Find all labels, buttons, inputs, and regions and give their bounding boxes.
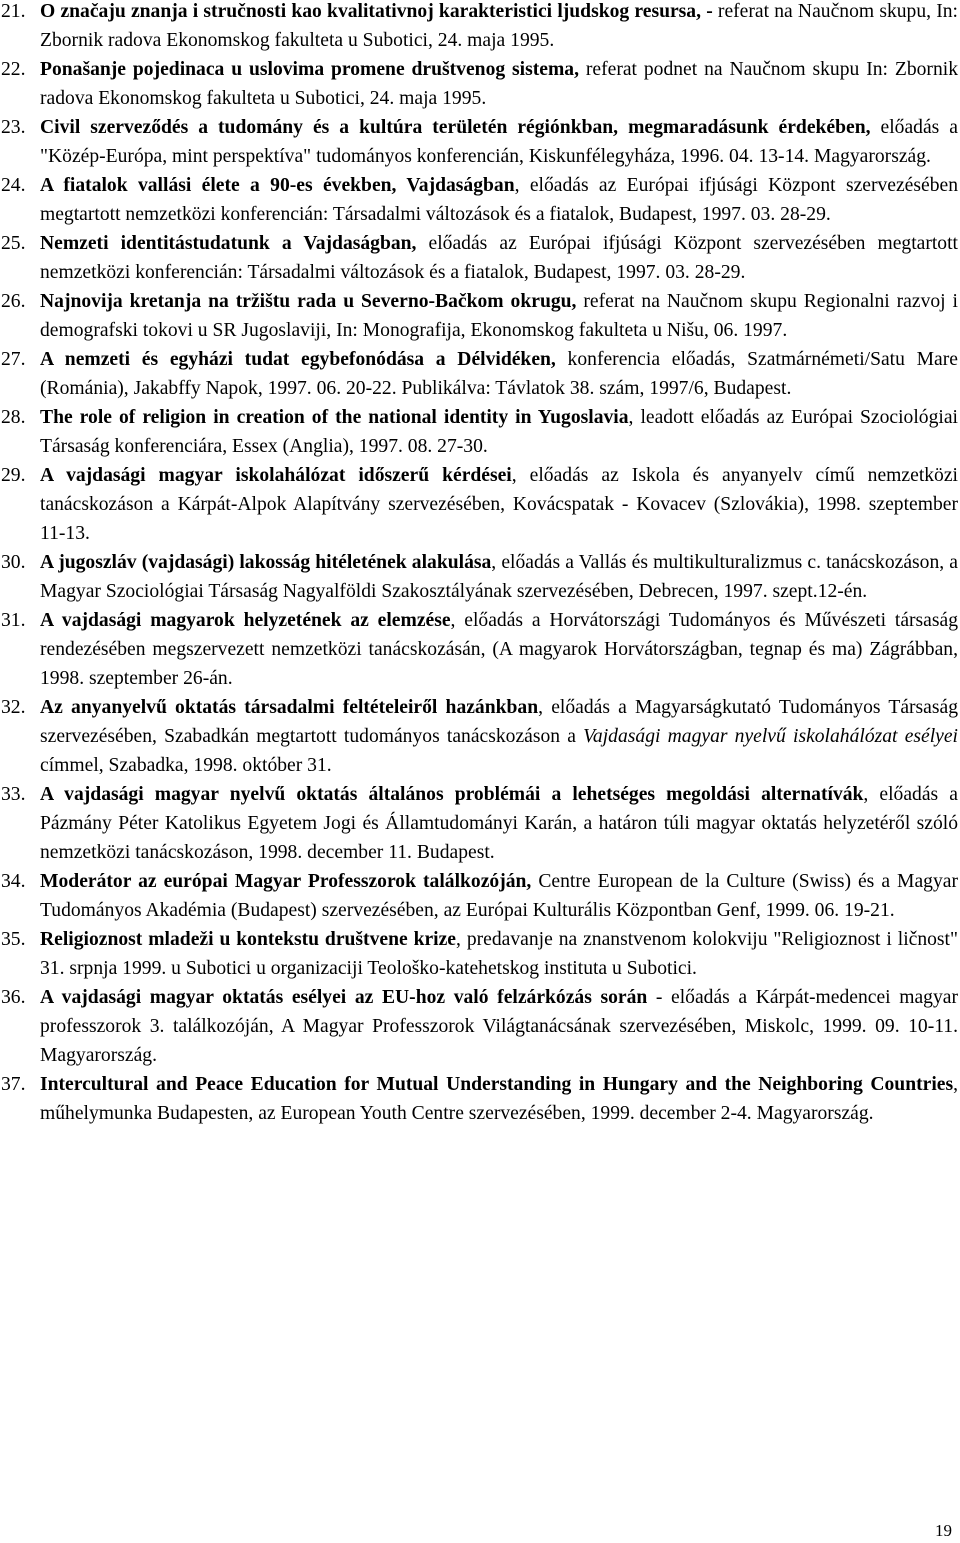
reference-title: Najnovija kretanja na tržištu rada u Severno-Bačkom okrugu, — [40, 291, 577, 312]
reference-text — [40, 175, 958, 225]
reference-text — [40, 233, 958, 283]
reference-details: referat na Naučnom skupu Regionalni razvoj i demografski tokovi u SR Jugoslaviji, In: Monografija, Ekonomskog fakulteta u Nišu, 06. 1997. — [40, 291, 958, 341]
reference-details: referat na Naučnom skupu, In: Zbornik radova Ekonomskog fakulteta u Subotici, 24. maja 1995. — [40, 1, 958, 51]
reference-text — [40, 871, 958, 921]
reference-number: 37. — [1, 1074, 26, 1095]
reference-title: Civil szerveződés a tudomány és a kultúra területén régiónkban, megmaradásunk érdekében, — [40, 117, 871, 138]
reference-title: A vajdasági magyar oktatás esélyei az EU-hoz való felzárkózás során — [40, 987, 648, 1008]
page-number: 19 — [935, 1521, 952, 1540]
reference-details: , műhelymunka Budapesten, az European Youth Centre szervezésében, 1999. december 2-4. Magyarország. — [40, 1074, 958, 1124]
reference-details: , leadott előadás az Európai Szociológiai Társaság konferenciára, Essex (Anglia), 1997. 08. 27-30. — [40, 407, 958, 457]
reference-title: The role of religion in creation of the national identity in Yugoslavia — [40, 407, 629, 428]
reference-item — [0, 548, 958, 606]
reference-text — [40, 784, 958, 863]
reference-number: 21. — [1, 1, 26, 22]
reference-item — [0, 606, 958, 693]
reference-text — [40, 552, 958, 602]
reference-number: 26. — [1, 291, 26, 312]
reference-item — [0, 693, 958, 780]
reference-title: Az anyanyelvű oktatás társadalmi feltételeiről hazánkban — [40, 697, 539, 718]
reference-item — [0, 0, 958, 55]
reference-item — [0, 55, 958, 113]
reference-number: 27. — [1, 349, 26, 370]
reference-text — [40, 929, 958, 979]
reference-details: , előadás az Iskola és anyanyelv című nemzetközi tanácskozáson a Kárpát-Alpok Alapítvány szervezésében, Kovácspatak - Kovacev (Szlovákia), 1998. szeptember 11-13. — [40, 465, 958, 544]
reference-details: konferencia előadás, Szatmárnémeti/Satu Mare (Románia), Jakabffy Napok, 1997. 06. 20-22. Publikálva: Távlatok 38. szám, 1997/6, Budapest. — [40, 349, 958, 399]
reference-title: A nemzeti és egyházi tudat egybefonódása a Délvidéken, — [40, 349, 556, 370]
reference-item — [0, 171, 958, 229]
reference-item — [0, 229, 958, 287]
reference-title: A jugoszláv (vajdasági) lakosság hitéletének alakulása — [40, 552, 492, 573]
reference-number: 23. — [1, 117, 26, 138]
reference-title: Intercultural and Peace Education for Mutual Understanding in Hungary and the Neighboring Countries — [40, 1074, 954, 1095]
reference-details: - előadás a Kárpát-medencei magyar professzorok 3. találkozóján, A Magyar Professzorok Világtanácsának szervezésében, Miskolc, 1999. 09. 10-11. Magyarország. — [40, 987, 958, 1066]
reference-item — [0, 461, 958, 548]
reference-text — [40, 349, 958, 399]
reference-number: 30. — [1, 552, 26, 573]
reference-details: , előadás a Horvátországi Tudományos és Művészeti társaság rendezésében megszervezett nemzetközi tanácskozásán, (A magyarok Horvátországban, tegnap és ma) Zágrábban, 1998. szeptember 26-án. — [40, 610, 958, 689]
reference-number: 36. — [1, 987, 26, 1008]
reference-number: 34. — [1, 871, 26, 892]
reference-text — [40, 407, 958, 457]
reference-details: , predavanje na znanstvenom kolokviju "Religioznost i ličnost" 31. srpnja 1999. u Subotici u organizaciji Teološko-katehetskog instituta u Subotici. — [40, 929, 959, 979]
reference-number: 28. — [1, 407, 26, 428]
reference-item — [0, 403, 958, 461]
reference-item — [0, 983, 958, 1070]
reference-title: O značaju znanja i stručnosti kao kvalitativnoj karakteristici ljudskog resursa, - — [40, 1, 713, 22]
reference-text — [40, 610, 958, 689]
reference-details: , előadás a Magyarságkutató Tudományos Társaság szervezésében, Szabadkán megtartott tudományos tanácskozáson a — [40, 697, 958, 747]
reference-details: , előadás az Európai ifjúsági Központ szervezésében megtartott nemzetközi konferencián: Társadalmi változások és a fiatalok, Budapest, 1997. 03. 28-29. — [40, 175, 958, 225]
reference-number: 24. — [1, 175, 26, 196]
reference-title: A vajdasági magyarok helyzetének az elemzése — [40, 610, 451, 631]
reference-title: Religioznost mladeži u kontekstu društvene krize — [40, 929, 457, 950]
reference-title: Nemzeti identitástudatunk a Vajdaságban, — [40, 233, 417, 254]
reference-title: Ponašanje pojedinaca u uslovima promene društvenog sistema, — [40, 59, 579, 80]
reference-text — [40, 987, 958, 1066]
reference-details: , előadás a Vallás és multikulturalizmus c. tanácskozáson, a Magyar Szociológiai Társaság Nagyalföldi Szakosztályának szervezésében, Debrecen, 1997. szept.12-én. — [40, 552, 958, 602]
reference-details: referat podnet na Naučnom skupu In: Zbornik radova Ekonomskog fakulteta u Subotici, 24. maja 1995. — [40, 59, 958, 109]
reference-number: 33. — [1, 784, 26, 805]
reference-details: , előadás a Pázmány Péter Katolikus Egyetem Jogi és Államtudományi Karán, a határon túli magyar oktatás helyzetéről szóló nemzetközi tanácskozáson, 1998. december 11. Budapest. — [40, 784, 958, 863]
reference-text — [40, 59, 958, 109]
reference-details: előadás a "Közép-Európa, mint perspektíva" tudományos konferencián, Kiskunfélegyháza, 1996. 04. 13-14. Magyarország. — [40, 117, 958, 167]
reference-item — [0, 867, 958, 925]
reference-item — [0, 287, 958, 345]
reference-number: 31. — [1, 610, 26, 631]
reference-details: címmel, Szabadka, 1998. október 31. — [40, 755, 332, 776]
reference-number: 22. — [1, 59, 26, 80]
reference-item — [0, 1070, 958, 1128]
reference-text — [40, 465, 958, 544]
reference-text — [40, 291, 958, 341]
reference-item — [0, 925, 958, 983]
reference-item — [0, 780, 958, 867]
reference-text — [40, 1074, 958, 1124]
reference-item — [0, 345, 958, 403]
reference-details: előadás az Európai ifjúsági Központ szervezésében megtartott nemzetközi konferencián: Társadalmi változások és a fiatalok, Budapest, 1997. 03. 28-29. — [40, 233, 958, 283]
reference-text — [40, 1, 958, 51]
reference-title: A vajdasági magyar nyelvű oktatás általános problémái a lehetséges megoldási alternatívák — [40, 784, 864, 805]
reference-title: A fiatalok vallási élete a 90-es években, Vajdaságban — [40, 175, 515, 196]
reference-title: Moderátor az európai Magyar Professzorok találkozóján, — [40, 871, 532, 892]
reference-text — [40, 117, 958, 167]
reference-item — [0, 113, 958, 171]
reference-text — [40, 697, 958, 776]
reference-details: Centre European de la Culture (Swiss) és a Magyar Tudományos Akadémia (Budapest) szervezésében, az Európai Kulturális Központban Genf, 1999. 06. 19-21. — [40, 871, 958, 921]
reference-italic-title: Vajdasági magyar nyelvű iskolahálózat esélyei — [583, 726, 958, 747]
reference-title: A vajdasági magyar iskolahálózat időszerű kérdései — [40, 465, 512, 486]
reference-number: 25. — [1, 233, 26, 254]
reference-number: 35. — [1, 929, 26, 950]
reference-number: 32. — [1, 697, 26, 718]
reference-number: 29. — [1, 465, 26, 486]
